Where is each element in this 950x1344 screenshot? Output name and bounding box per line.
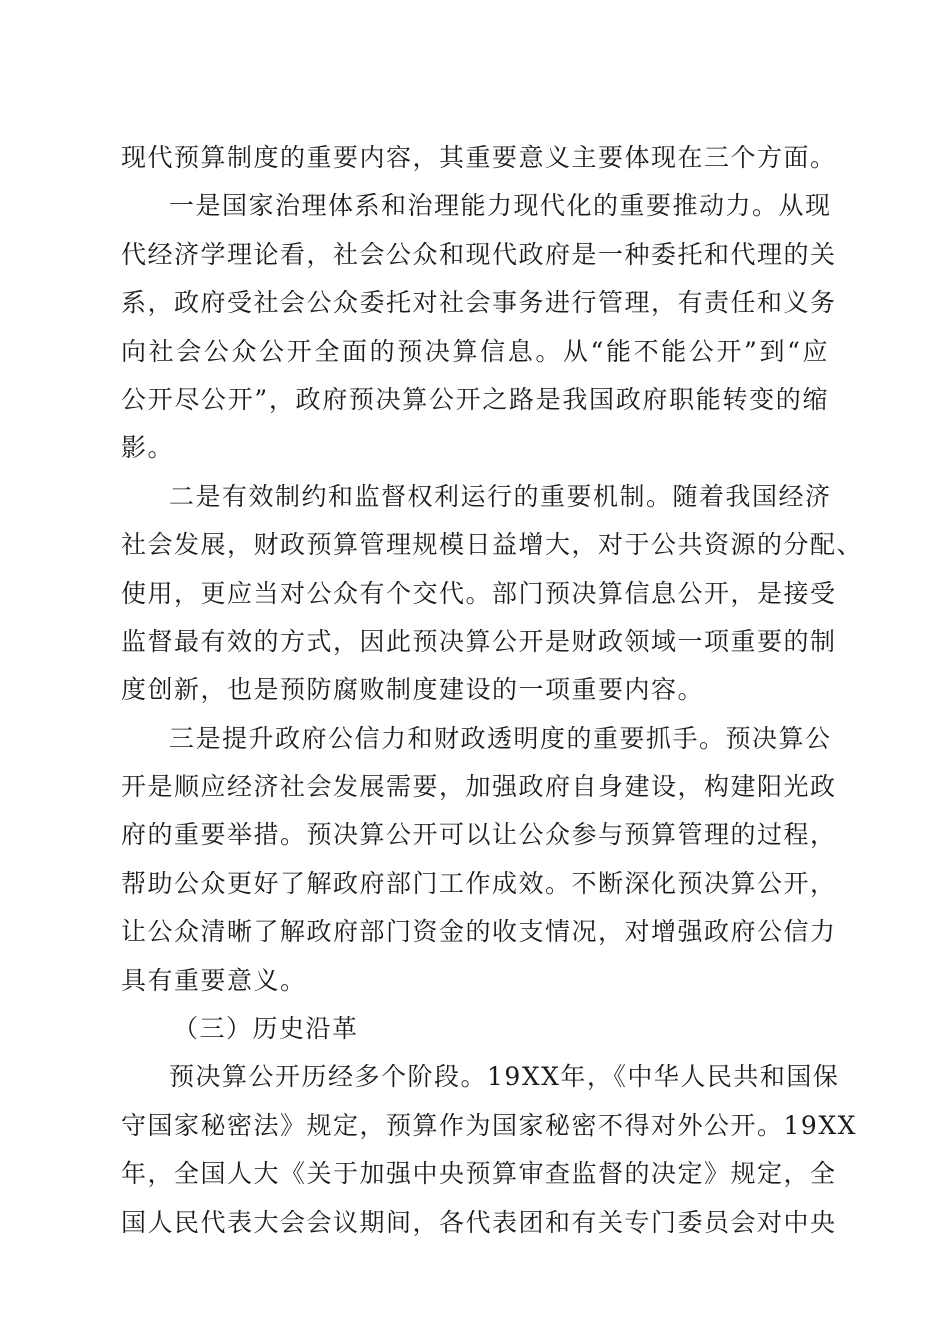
text-line: 影。: [121, 433, 175, 463]
text-line: 年，全国人大《关于加强中央预算审查监督的决定》规定，全: [121, 1159, 837, 1189]
text-line: 具有重要意义。: [121, 965, 307, 995]
text-line: 开是顺应经济社会发展需要，加强政府自身建设，构建阳光政: [121, 772, 837, 802]
text-line: 帮助公众更好了解政府部门工作成效。不断深化预决算公开，: [121, 868, 837, 898]
paragraph-first-line: 预决算公开历经多个阶段。19XX年，《中华人民共和国保: [169, 1062, 840, 1092]
text-line: 国人民代表大会会议期间，各代表团和有关专门委员会对中央: [121, 1207, 837, 1237]
paragraph-first-line: 二是有效制约和监督权利运行的重要机制。随着我国经济: [169, 481, 832, 511]
text-line: 系，政府受社会公众委托对社会事务进行管理，有责任和义务: [121, 288, 837, 318]
text-line: 守国家秘密法》规定，预算作为国家秘密不得对外公开。19XX: [121, 1110, 857, 1140]
paragraph-first-line: 一是国家治理体系和治理能力现代化的重要推动力。从现: [169, 191, 832, 221]
text-line: 社会发展，财政预算管理规模日益增大，对于公共资源的分配、: [121, 530, 864, 560]
section-heading: （三）历史沿革: [173, 1014, 359, 1044]
paragraph-first-line: 三是提升政府公信力和财政透明度的重要抓手。预决算公: [169, 723, 832, 753]
text-line: 代经济学理论看，社会公众和现代政府是一种委托和代理的关: [121, 239, 837, 269]
text-line: 度创新，也是预防腐败制度建设的一项重要内容。: [121, 675, 705, 705]
document-body: [121, 134, 864, 1247]
text-line: 让公众清晰了解政府部门资金的收支情况，对增强政府公信力: [121, 917, 837, 947]
text-line: 向社会公众公开全面的预决算信息。从“能不能公开”到“应: [121, 336, 829, 366]
text-line: 府的重要举措。预决算公开可以让公众参与预算管理的过程，: [121, 820, 837, 850]
text-line: 现代预算制度的重要内容，其重要意义主要体现在三个方面。: [121, 143, 837, 172]
text-line: 使用，更应当对公众有个交代。部门预决算信息公开，是接受: [121, 578, 837, 608]
text-line: 监督最有效的方式，因此预决算公开是财政领域一项重要的制: [121, 626, 837, 656]
text-line: 公开尽公开”，政府预决算公开之路是我国政府职能转变的缩: [121, 384, 829, 414]
